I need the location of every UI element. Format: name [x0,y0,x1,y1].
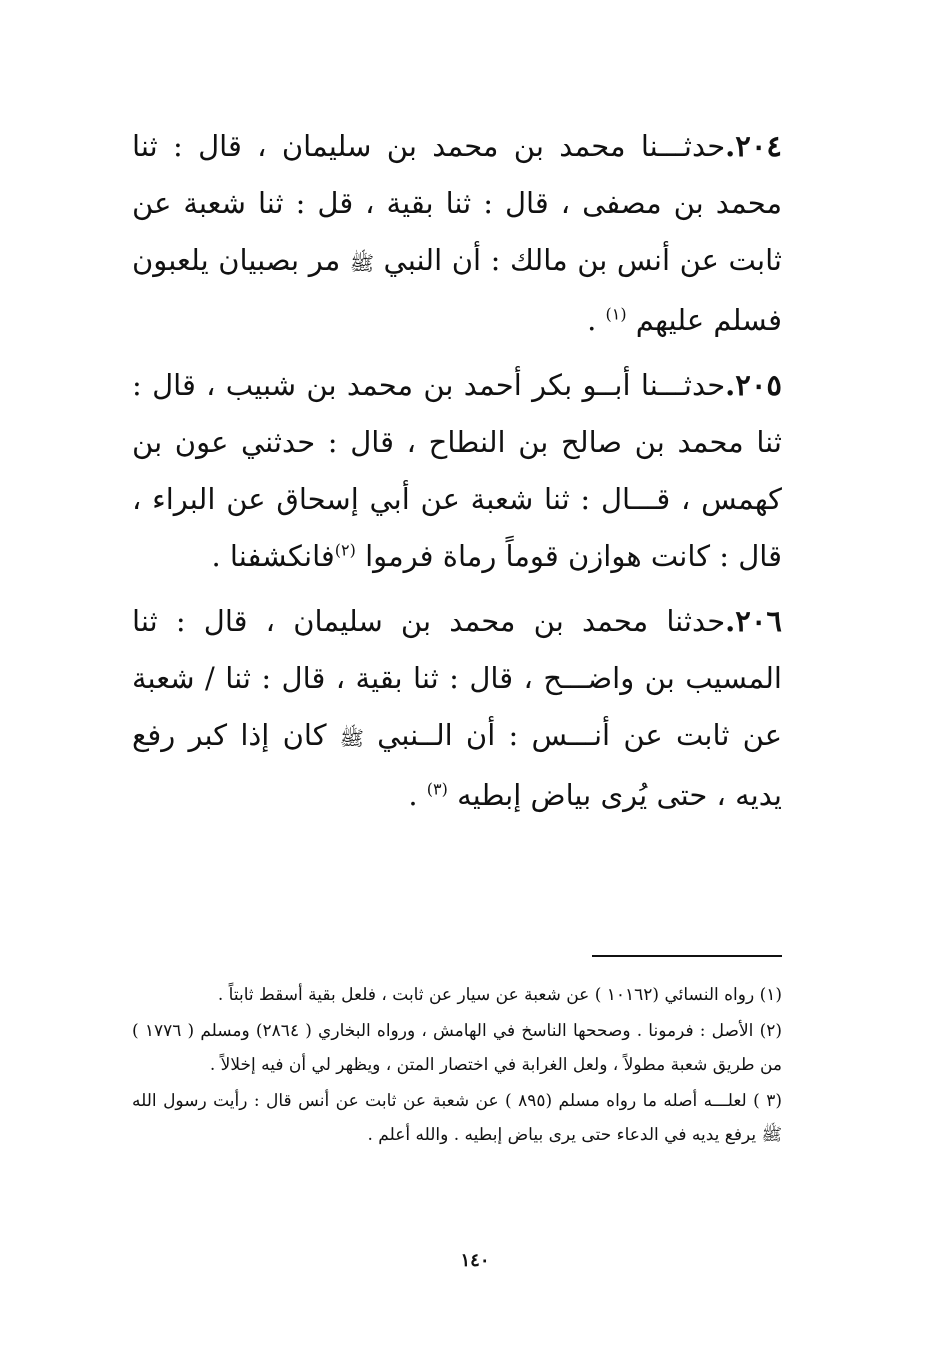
hadith-206 [132,593,782,824]
honorific-symbol: ﷺ [349,251,374,275]
hadith-number: ٢٠٥. [725,368,782,402]
hadith-text: حدثـــنا محمد بن محمد بن سليمان ، قال : ثنا محمد بن مصفى ، قال : ثنا بقية ، قل : ثنا شعبة عن ثابت عن أنس بن مالك : أن النبي [132,129,782,277]
hadith-text: . [587,303,606,337]
hadith-number: ٢٠٤. [725,129,782,163]
footnote-1: (١) رواه النسائي (١٠١٦٢ ) عن شعبة عن سيار عن ثابت ، فلعل بقية أسقط ثابتاً . [217,985,782,1005]
hadith-text: فانكشفنا . [211,539,335,573]
footnotes [132,978,782,1154]
footnote-divider [592,955,782,957]
hadith-text: مر بصبيان يلعبون فسلم عليهم [132,243,782,337]
hadith-text: حدثـــنا أبــو بكر أحمد بن محمد بن شبيب ، قال : ثنا محمد بن صالح بن النطاح ، قال : حدثني عون بن كهمس ، قـــال : ثنا شعبة عن أبي إسحاق عن البراء ، قال : كانت هوازن قوماً رماة فرموا [132,368,782,573]
main-text [132,118,782,832]
hadith-number: ٢٠٦. [725,604,782,638]
hadith-text: كان إذا كبر رفع يديه ، حتى يُرى بياض إبطيه [132,718,782,812]
hadith-205 [132,357,782,585]
page-number: ١٤٠ [460,1250,490,1271]
footnote-reference: (٣) [426,779,448,799]
hadith-204 [132,118,782,349]
footnote-2: (٢) الأصل : فرمونا . وصححها الناسخ في الهامش ، ورواه البخاري ( ٢٨٦٤) ومسلم ( ١٧٧٦ ) من طريق شعبة مطولاً ، ولعل الغرابة في اختصار المتن ، ويظهر لي أن فيه إخلالاً . [132,1021,782,1075]
footnote-reference: (٢) [334,540,356,560]
honorific-symbol: ﷺ [339,726,364,750]
footnote-3: (٣ ) لعلـــه أصله ما رواه مسلم (٨٩٥ ) عن شعبة عن ثابت عن أنس قال : رأيت رسول الله ﷺ يرفع يديه في الدعاء حتى يرى بياض إبطيه . والله أعلم . [132,1091,782,1145]
hadith-text: حدثنا محمد بن محمد بن سليمان ، قال : ثنا المسيب بن واضـــح ، قال : ثنا بقية ، قال : ثنا / شعبة عن ثابت عن أنـــس : أن الــنبي [132,604,783,752]
hadith-text: . [408,778,427,812]
footnote-reference: (١) [605,304,627,324]
